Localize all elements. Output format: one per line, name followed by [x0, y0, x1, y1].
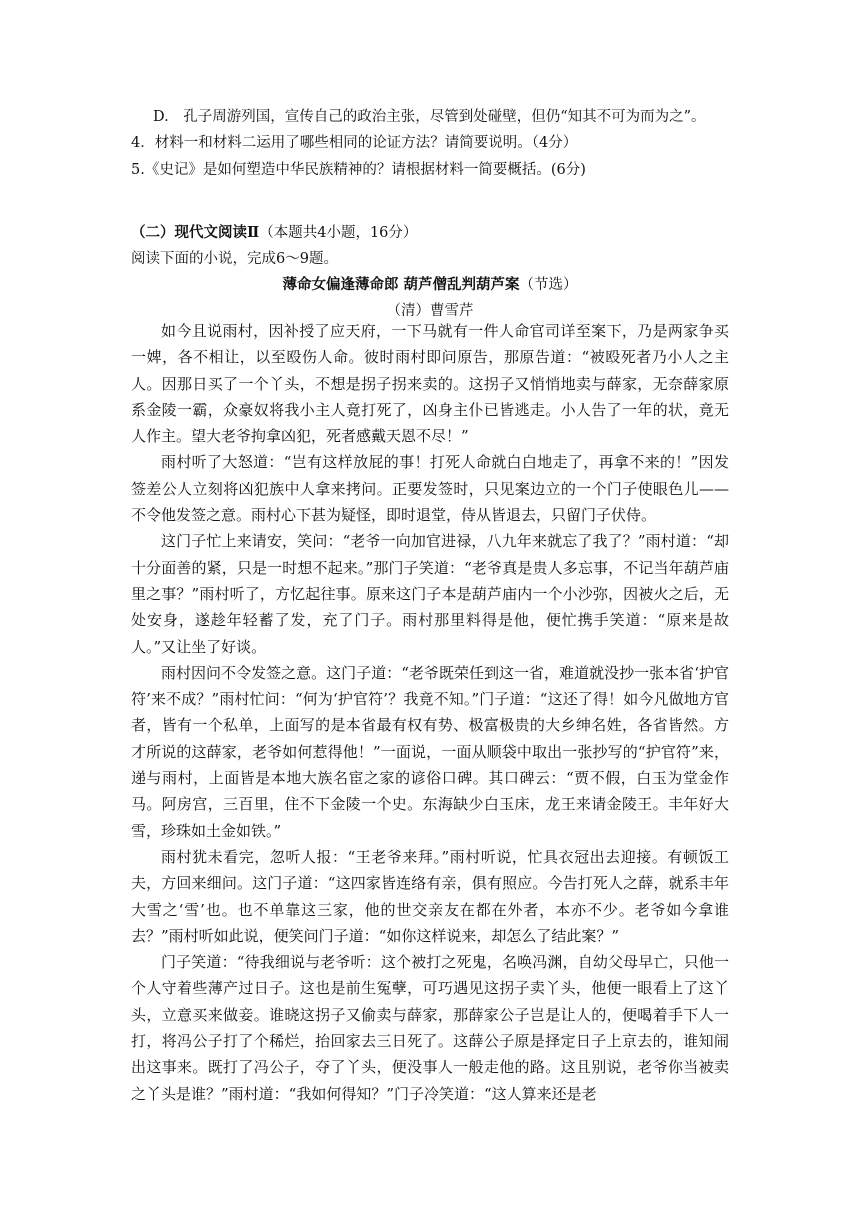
- story-title-note: （节选）: [519, 277, 578, 293]
- story-author: （清）曹雪芹: [386, 303, 474, 319]
- section-note: （本题共4小题，16分）: [259, 225, 418, 241]
- story-paragraph: 这门子忙上来请安，笑问：“老爷一向加官进禄，八九年来就忘了我了？”雨村道：“却十分面善的紧，只是一时想不起来。”那门子笑道：“老爷真是贵人多忘事，不记当年葫芦庙里之事？”雨村听了，方忆起往事。原来这门子本是葫芦庙内一个小沙弥，因被火之后，无处安身，遂趁年轻蓄了发，充了门子。雨村那里料得是他，便忙携手笑道：“原来是故人。”又让坐了好谈。: [131, 532, 729, 656]
- section-instruction: 阅读下面的小说，完成6～9题。: [131, 251, 338, 267]
- question-4: 4．材料一和材料二运用了哪些相同的论证方法？请简要说明。（4分）: [131, 135, 578, 151]
- section-heading: [131, 223, 417, 243]
- story-title: [131, 275, 729, 295]
- story-paragraph: 雨村因问不令发签之意。这门子道：“老爷既荣任到这一省，难道就没抄一张本省‘护官符’来不成？”雨村忙问：“何为‘护官符’？我竟不知。”门子道：“这还了得！如今凡做地方官者，皆有一个私单，上面写的是本省最有权有势、极富极贵的大乡绅名姓，各省皆然。方才所说的这薛家，老爷如何惹得他！”一面说，一面从顺袋中取出一张抄写的“护官符”来，递与雨村，上面皆是本地大族名宦之家的谚俗口碑。其口碑云：“贾不假，白玉为堂金作马。阿房宫，三百里，住不下金陵一个史。东海缺少白玉床，龙王来请金陵王。丰年好大雪，珍珠如土金如铁。”: [131, 663, 729, 840]
- story-title-text: 薄命女偏逢薄命郎 葫芦僧乱判葫芦案: [282, 276, 520, 293]
- section-title: （二）现代文阅读Ⅱ: [131, 224, 260, 241]
- story-paragraph: 雨村听了大怒道：“岂有这样放屁的事！打死人命就白白地走了，再拿不来的！”因发签差公人立刻将凶犯族中人拿来拷问。正要发签时，只见案边立的一个门子使眼色儿——不令他发签之意。雨村心下甚为疑怪，即时退堂，侍从皆退去，只留门子伏侍。: [131, 453, 729, 525]
- story-body: [131, 318, 729, 1107]
- story-paragraph: 如今且说雨村，因补授了应天府，一下马就有一件人命官司详至案下，乃是两家争买一婢，各不相让，以至殴伤人命。彼时雨村即问原告，那原告道：“被殴死者乃小人之主人。因那日买了一个丫头，不想是拐子拐来卖的。这拐子又悄悄地卖与薛家，无奈薛家原系金陵一霸，众豪奴将我小主人竟打死了，凶身主仆已皆逃走。小人告了一年的状，竟无人作主。望大老爷拘拿凶犯，死者感戴天恩不尽！”: [131, 322, 729, 446]
- story-paragraph: 雨村犹未看完，忽听人报：“王老爷来拜。”雨村听说，忙具衣冠出去迎接。有顿饭工夫，方回来细问。这门子道：“这四家皆连络有亲，俱有照应。今告打死人之薛，就系丰年大雪之‘雪’也。也不单靠这三家，他的世交亲友在都在外者，本亦不少。老爷如今拿谁去？”雨村听如此说，便笑问门子道：“如你这样说来，却怎么了结此案？”: [131, 847, 729, 945]
- question-5: 5.《史记》是如何塑造中华民族精神的？请根据材料一简要概括。(6分): [131, 162, 586, 178]
- story-paragraph: 门子笑道：“待我细说与老爷听：这个被打之死鬼，名唤冯渊，自幼父母早亡，只他一个人守着些薄产过日子。这也是前生冤孽，可巧遇见这拐子卖丫头，他便一眼看上了这丫头，立意买来做妾。谁晓这拐子又偷卖与薛家，那薛家公子岂是让人的，便喝着手下人一打，将冯公子打了个稀烂，抬回家去三日死了。这薛公子原是择定日子上京去的，谁知闹出这事来。既打了冯公子，夺了丫头，便没事人一般走他的路。这且别说，老爷你当被卖之丫头是谁？”雨村道：“我如何得知？”门子冷笑道：“这人算来还是老: [131, 953, 729, 1103]
- question-option-d: D. 孔子周游列国，宣传自己的政治主张，尽管到处碰壁，但仍“知其不可为而为之”。: [153, 109, 706, 125]
